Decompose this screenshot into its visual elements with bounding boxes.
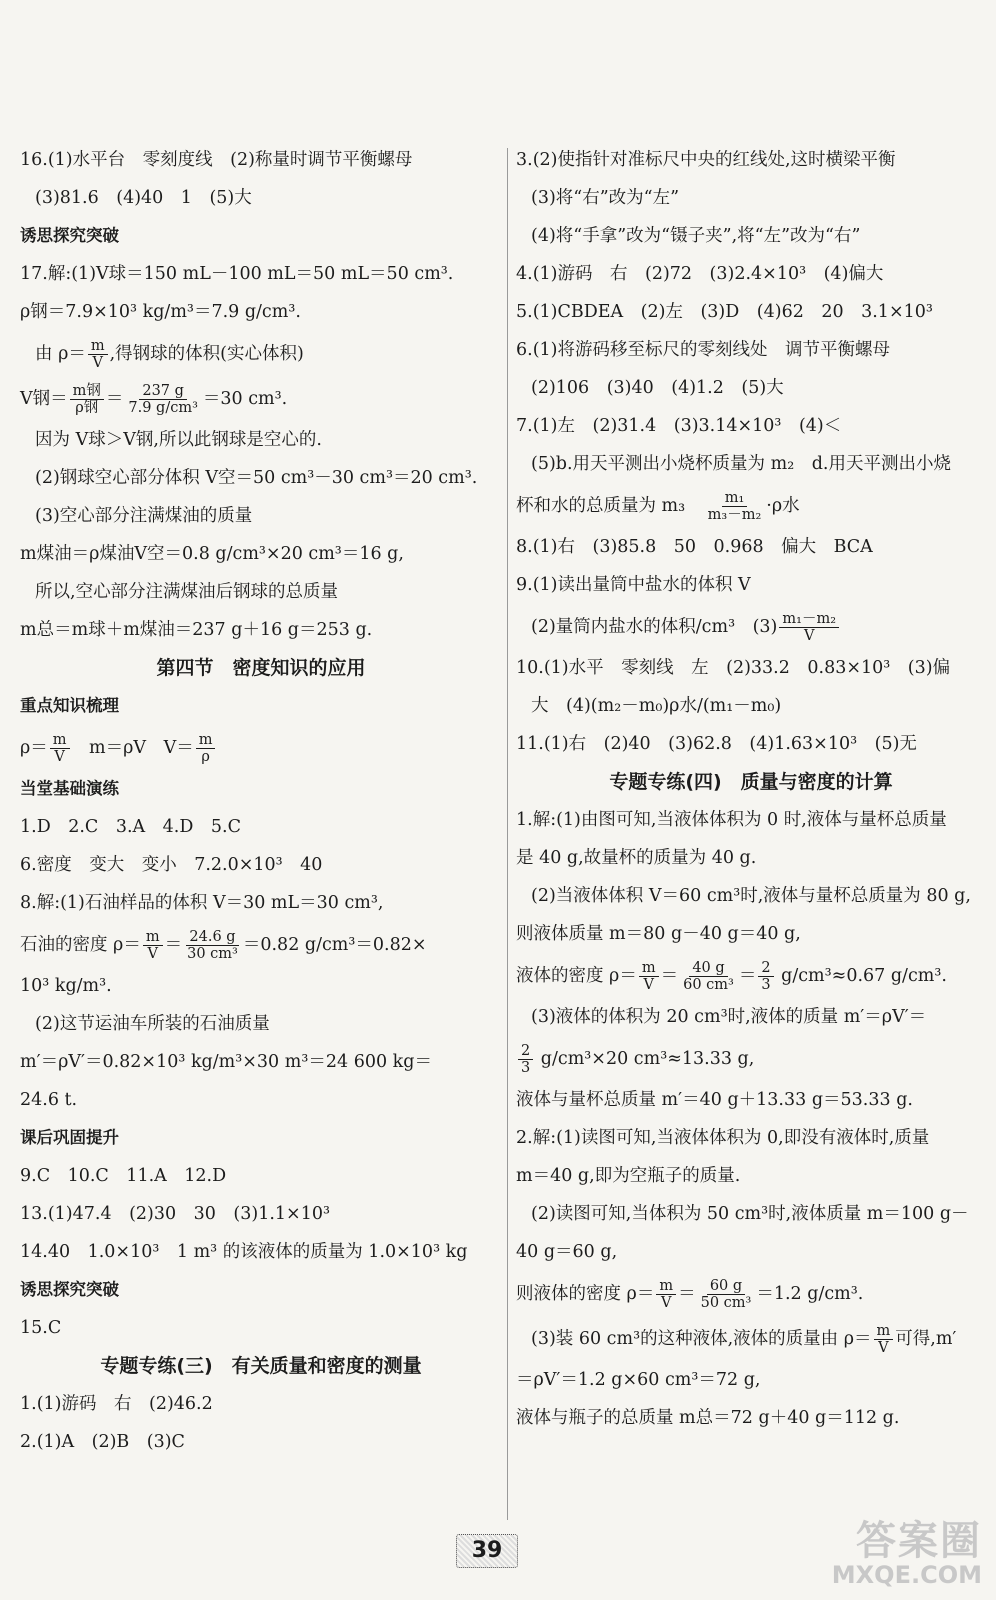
r-calc-2-line5: 则液体的密度 ρ＝ $\frac{m}{V}$ ＝ $\frac{60 g}{\text{50 cm³}}$ ＝1.2 g/cm³. [516,1278,864,1311]
special3-answer-1: 1.(1)游码 右 (2)46.2 [20,1394,213,1414]
answer-17-line4: V钢＝ $\frac{\text{m钢}}{\text{ρ钢}}$ ＝ $\frac{237 g}{\text{7.9 g/cm³}}$ ＝30 cm³. [20,383,288,416]
r-calc-2-line8: 液体与瓶子的总质量 m总＝72 g＋40 g＝112 g. [516,1408,900,1428]
r-answer-6-line2: (2)106 (3)40 (4)1.2 (5)大 [531,378,784,398]
r-calc-2-line1: 2.解:(1)读图可知,当液体体积为 0,即没有液体时,质量 [516,1128,930,1148]
answer-17-line8: m煤油＝ρ煤油V空＝0.8 g/cm³×20 cm³＝16 g, [20,544,404,564]
r-calc-1-line3: (2)当液体体积 V＝60 cm³时,液体与量杯总质量为 80 g, [531,886,971,906]
r-calc-2-line4: 40 g＝60 g, [516,1242,618,1262]
r-calc-1-line2: 是 40 g,故量杯的质量为 40 g. [516,848,757,868]
watermark-text-url: MXQE.COM [831,1561,982,1589]
watermark-logo [832,1520,982,1588]
r-answer-6-line1: 6.(1)将游码移至标尺的零刻线处 调节平衡螺母 [516,340,890,360]
heading-explore-2: 诱思探究突破 [20,1280,119,1299]
r-answer-4: 4.(1)游码 右 (2)72 (3)2.4×10³ (4)偏大 [516,264,884,284]
answer-16-line1: 16.(1)水平台 零刻度线 (2)称量时调节平衡螺母 [20,150,413,170]
answer-8-line3: 10³ kg/m³. [20,976,112,996]
r-calc-2-line7: ＝ρV′＝1.2 g×60 cm³＝72 g, [516,1370,761,1390]
answers-1-5: 1.D 2.C 3.A 4.D 5.C [20,817,241,837]
answer-17-line5: 因为 V球＞V钢,所以此钢球是空心的. [35,430,322,450]
section-title-4: 第四节 密度知识的应用 [156,657,366,679]
r-answer-10-line1: 10.(1)水平 零刻线 左 (2)33.2 0.83×10³ (3)偏 [516,658,951,678]
watermark-text-main: 答案圈 [856,1518,982,1564]
r-answer-7-line3: 杯和水的总质量为 m₃ $\frac{\text{m₁}}{\text{m₃－m₂}}$ ·ρ水 [516,490,800,523]
answer-8-line1: 8.解:(1)石油样品的体积 V＝30 mL＝30 cm³, [20,893,384,913]
r-calc-1-line1: 1.解:(1)由图可知,当液体体积为 0 时,液体与量杯总质量 [516,810,947,830]
r-answer-7-line2: (5)b.用天平测出小烧杯质量为 m₂ d.用天平测出小烧 [531,454,951,474]
heading-key-points: 重点知识梳理 [20,696,119,715]
answers-9-12: 9.C 10.C 11.A 12.D [20,1166,227,1186]
page-number: 39 [456,1534,518,1568]
r-answer-7-line1: 7.(1)左 (2)31.4 (3)3.14×10³ (4)＜ [516,416,842,436]
right-column [516,148,986,1444]
r-calc-1-line4: 则液体质量 m＝80 g－40 g＝40 g, [516,924,801,944]
section-title-special-4: 专题专练(四) 质量与密度的计算 [609,771,893,793]
heading-consolidation: 课后巩固提升 [20,1128,119,1147]
answer-17-line10: m总＝m球＋m煤油＝237 g＋16 g＝253 g. [20,620,373,640]
answer-13: 13.(1)47.4 (2)30 30 (3)1.1×10³ [20,1204,330,1224]
answer-17-line7: (3)空心部分注满煤油的质量 [35,506,253,526]
r-calc-2-line2: m＝40 g,即为空瓶子的质量. [516,1166,741,1186]
answer-17-line3: 由 ρ＝ $\frac{m}{V}$ ,得钢球的体积(实心体积) [35,338,304,371]
answer-15: 15.C [20,1318,62,1338]
r-calc-1-line5: 液体的密度 ρ＝ $\frac{m}{V}$ ＝ $\frac{40 g}{\text{60 cm³}}$ ＝ $\frac{2}{3}$ g/cm³≈0.67 g/cm³. [516,960,947,993]
r-calc-2-line3: (2)读图可知,当体积为 50 cm³时,液体质量 m＝100 g－ [531,1204,969,1224]
r-answer-3-line3: (4)将“手拿”改为“镊子夹”,将“左”改为“右” [531,226,861,246]
answers-6-7: 6.密度 变大 变小 7.2.0×10³ 40 [20,855,323,875]
r-answer-10-line2: 大 (4)(m₂－m₀)ρ水/(m₁－m₀) [531,696,782,716]
formula-line: ρ＝ $\frac{m}{V}$ m＝ρV V＝ $\frac{m}{\rho}$ [20,732,502,765]
r-answer-3-line1: 3.(2)使指针对准标尺中央的红线处,这时横梁平衡 [516,150,896,170]
r-answer-8: 8.(1)右 (3)85.8 50 0.968 偏大 BCA [516,537,873,557]
answer-8-line6: 24.6 t. [20,1090,78,1110]
answer-17-line1: 17.解:(1)V球＝150 mL－100 mL＝50 mL＝50 cm³. [20,264,454,284]
heading-explore-1: 诱思探究突破 [20,226,119,245]
answer-8-line2: 石油的密度 ρ＝ $\frac{m}{V}$ ＝ $\frac{24.6 g}{\text{30 cm³}}$ ＝0.82 g/cm³＝0.82× [20,929,427,962]
answer-17-line2: ρ钢＝7.9×10³ kg/m³＝7.9 g/cm³. [20,302,301,322]
r-calc-2-line6: (3)装 60 cm³的这种液体,液体的质量由 ρ＝ $\frac{m}{V}$ 可得,m′ [531,1323,957,1356]
answer-8-line4: (2)这节运油车所装的石油质量 [35,1014,270,1034]
r-answer-9-line2: (2)量筒内盐水的体积/cm³ (3) $\frac{\text{m₁－m₂}}{V}$ [516,611,986,644]
answer-16-line2: (3)81.6 (4)40 1 (5)大 [35,188,252,208]
r-answer-11: 11.(1)右 (2)40 (3)62.8 (4)1.63×10³ (5)无 [516,734,917,754]
heading-basic-practice: 当堂基础演练 [20,779,119,798]
r-answer-5: 5.(1)CBDEA (2)左 (3)D (4)62 20 3.1×10³ [516,302,933,322]
special3-answer-2: 2.(1)A (2)B (3)C [20,1432,185,1452]
answer-17-line9: 所以,空心部分注满煤油后钢球的总质量 [35,582,339,602]
section-title-special-3: 专题专练(三) 有关质量和密度的测量 [100,1355,422,1377]
left-column [20,148,502,1468]
answer-17-line6: (2)钢球空心部分体积 V空＝50 cm³－30 cm³＝20 cm³. [35,468,478,488]
r-calc-1-line6: (3)液体的体积为 20 cm³时,液体的质量 m′＝ρV′＝ [531,1007,927,1027]
r-answer-3-line2: (3)将“右”改为“左” [531,188,680,208]
r-calc-1-line8: 液体与量杯总质量 m′＝40 g＋13.33 g＝53.33 g. [516,1090,913,1110]
r-calc-1-line7: $\frac{2}{3}$ g/cm³×20 cm³≈13.33 g, [516,1043,986,1076]
column-divider [507,148,508,1520]
answer-8-line5: m′＝ρV′＝0.82×10³ kg/m³×30 m³＝24 600 kg＝ [20,1052,432,1072]
r-answer-9-line1: 9.(1)读出量筒中盐水的体积 V [516,575,751,595]
answer-14: 14.40 1.0×10³ 1 m³ 的该液体的质量为 1.0×10³ kg [20,1242,468,1262]
